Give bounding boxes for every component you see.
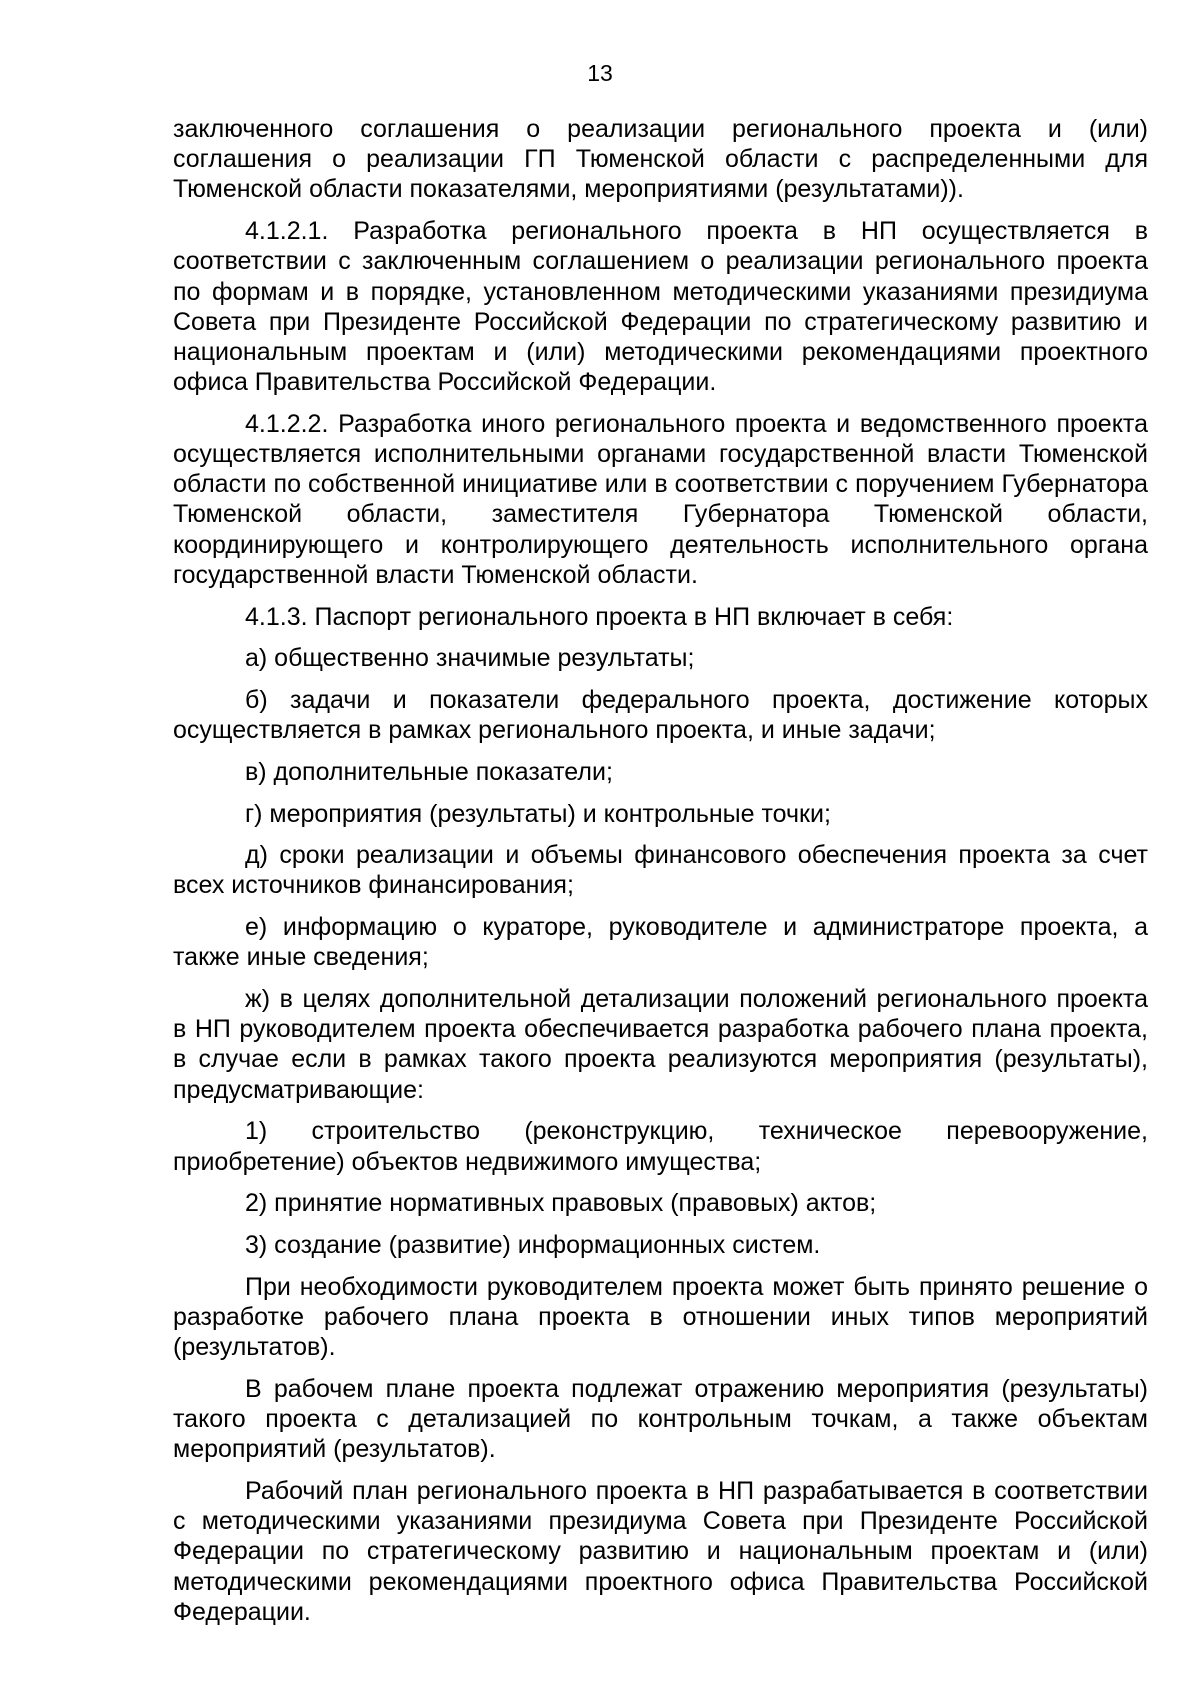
paragraph-4-1-3: 4.1.3. Паспорт регионального проекта в НП включает в себя: [245, 602, 954, 631]
paragraph-4-1-2-2: 4.1.2.2. Разработка иного регионального проекта и ведомственного проекта осуществляется исполнительными органами государственной власти Тюменской области по собственной инициативе или в соответствии с поручением Губернатора Тюменской области, заместителя Губернатора Тюменской области, координирующего и контролирующего деятельность исполнительного органа государственной власти Тюменской области. [173, 409, 1148, 589]
paragraph-4-1-2-1: 4.1.2.1. Разработка регионального проекта в НП осуществляется в соответствии с заключенным соглашением о реализации регионального проекта по формам и в порядке, установленном методическими указаниями президиума Совета при Президенте Российской Федерации по стратегическому развитию и национальным проектам и (или) методическими рекомендациями проектного офиса Правительства Российской Федерации. [173, 217, 1148, 397]
sub-item-1: 1) строительство (реконструкцию, техническое перевооружение, приобретение) объектов недвижимого имущества; [173, 1117, 1148, 1176]
sub-item-3: 3) создание (развитие) информационных систем. [245, 1231, 821, 1259]
paragraph-work-plan-development: Рабочий план регионального проекта в НП разрабатывается в соответствии с методическими указаниями президиума Совета при Президенте Российской Федерации по стратегическому развитию и национальным проектам и (или) методическими рекомендациями проектного офиса Правительства Российской Федерации. [173, 1476, 1148, 1626]
document-body [173, 114, 1148, 1627]
page-number: 13 [587, 60, 613, 86]
list-item-e: е) информацию о кураторе, руководителе и администраторе проекта, а также иные сведения; [173, 913, 1148, 972]
list-item-g: г) мероприятия (результаты) и контрольные точки; [245, 799, 831, 828]
list-item-d: д) сроки реализации и объемы финансового обеспечения проекта за счет всех источников финансирования; [173, 841, 1148, 900]
list-item-b: б) задачи и показатели федерального проекта, достижение которых осуществляется в рамках регионального проекта, и иные задачи; [173, 685, 1148, 745]
sub-item-2: 2) принятие нормативных правовых (правовых) актов; [245, 1189, 877, 1218]
paragraph-work-plan-contents: В рабочем плане проекта подлежат отражению мероприятия (результаты) такого проекта с детализацией по контрольным точкам, а также объектам мероприятий (результатов). [173, 1374, 1148, 1464]
paragraph-continuation: заключенного соглашения о реализации регионального проекта и (или) соглашения о реализации ГП Тюменской области с распределенными для Тюменской области показателями, мероприятиями (результатами)). [173, 115, 1148, 204]
list-item-zh: ж) в целях дополнительной детализации положений регионального проекта в НП руководителем проекта обеспечивается разработка рабочего плана проекта, в случае если в рамках такого проекта реализуются мероприятия (результаты), предусматривающие: [173, 985, 1148, 1104]
paragraph-other-types: При необходимости руководителем проекта может быть принято решение о разработке рабочего плана проекта в отношении иных типов мероприятий (результатов). [173, 1272, 1148, 1362]
list-item-v: в) дополнительные показатели; [245, 757, 613, 786]
list-item-a: а) общественно значимые результаты; [245, 644, 695, 673]
